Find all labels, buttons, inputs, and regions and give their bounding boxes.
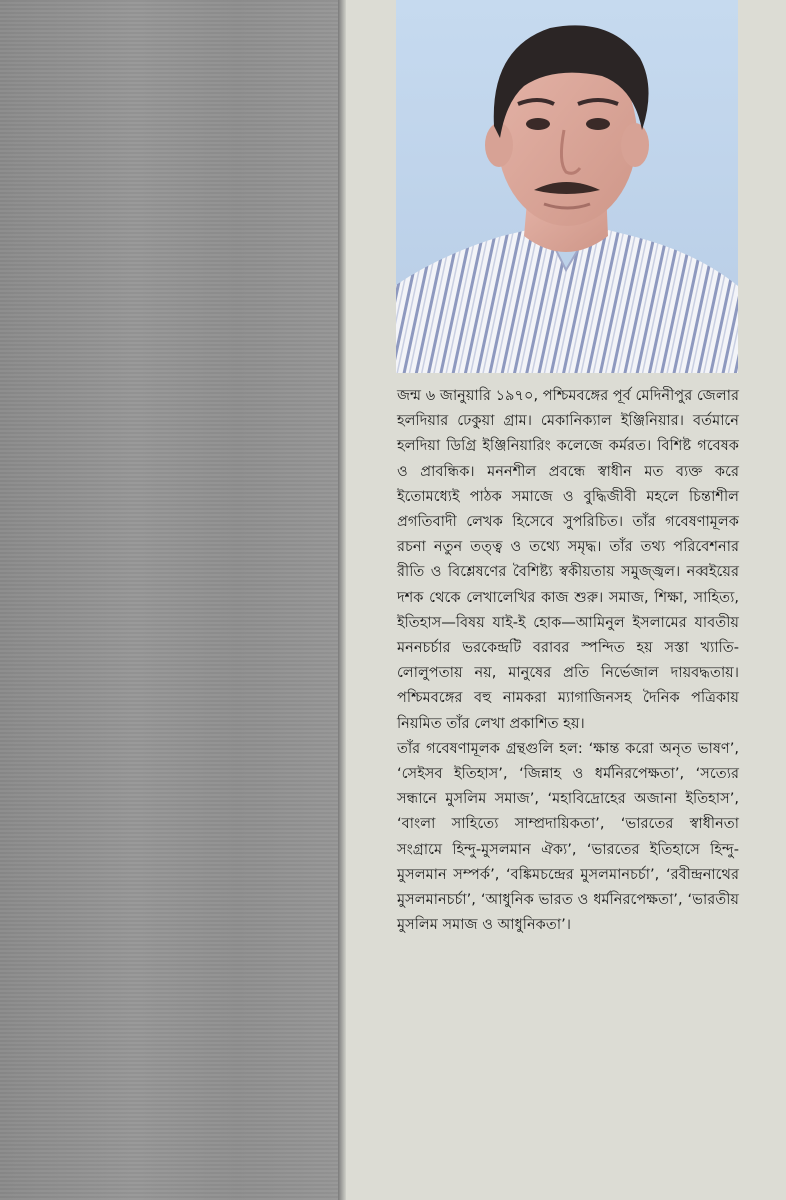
author-photo (396, 0, 738, 373)
book-back-cover-panel (0, 0, 338, 1200)
works-paragraph: তাঁর গবেষণামূলক গ্রন্থগুলি হল: ‘ক্ষান্ত করো অনৃত ভাষণ’, ‘সেইসব ইতিহাস’, ‘জিন্নাহ ও ধর্মনিরপেক্ষতা’, ‘সত্যের সন্ধানে মুসলিম সমাজ’, ‘মহাবিদ্রোহের অজানা ইতিহাস’, ‘বাংলা সাহিত্যে সাম্প্রদায়িকতা’, ‘ভারতের স্বাধীনতা সংগ্রামে হিন্দু-মুসলমান ঐক্য’, ‘ভারতের ইতিহাসে হিন্দু-মুসলমান সম্পর্ক’, ‘বঙ্কিমচন্দ্রের মুসলমানচর্চা’, ‘রবীন্দ্রনাথের মুসলমানচর্চা’, ‘আধুনিক ভারত ও ধর্মনিরপেক্ষতা’, ‘ভারতীয় মুসলিম সমাজ ও আধুনিকতা’। (397, 739, 739, 934)
biography-paragraph: জন্ম ৬ জানুয়ারি ১৯৭০, পশ্চিমবঙ্গের পূর্ব মেদিনীপুর জেলার হলদিয়ার ঢেকুয়া গ্রাম। মেকানিক্যাল ইঞ্জিনিয়ার। বর্তমানে হলদিয়া ডিগ্রি ইঞ্জিনিয়ারিং কলেজে কর্মরত। বিশিষ্ট গবেষক ও প্রাবন্ধিক। মননশীল প্রবন্ধে স্বাধীন মত ব্যক্ত করে ইতোমধ্যেই পাঠক সমাজে ও বুদ্ধিজীবী মহলে চিন্তাশীল প্রগতিবাদী লেখক হিসেবে সুপরিচিত। তাঁর গবেষণামূলক রচনা নতুন তত্ত্ব ও তথ্যে সমৃদ্ধ। তাঁর তথ্য পরিবেশনার রীতি ও বিশ্লেষণের বৈশিষ্ট্য স্বকীয়তায় সমুজ্জ্বল। নব্বইয়ের দশক থেকে লেখালেখির কাজ শুরু। সমাজ, শিক্ষা, সাহিত্য, ইতিহাস—বিষয় যাই-ই হোক—আমিনুল ইসলামের যাবতীয় মননচর্চার ভরকেন্দ্রটি বরাবর স্পন্দিত হয় সস্তা খ্যাতি-লোলুপতায় নয়, মানুষের প্রতি নির্ভেজাল দায়বদ্ধতায়। পশ্চিমবঙ্গের বহু নামকরা ম্যাগাজিনসহ দৈনিক পত্রিকায় নিয়মিত তাঁর লেখা প্রকাশিত হয়। (397, 387, 739, 732)
spine-fold-shadow (338, 0, 346, 1200)
author-biography (397, 383, 739, 937)
author-portrait-illustration (396, 0, 738, 373)
